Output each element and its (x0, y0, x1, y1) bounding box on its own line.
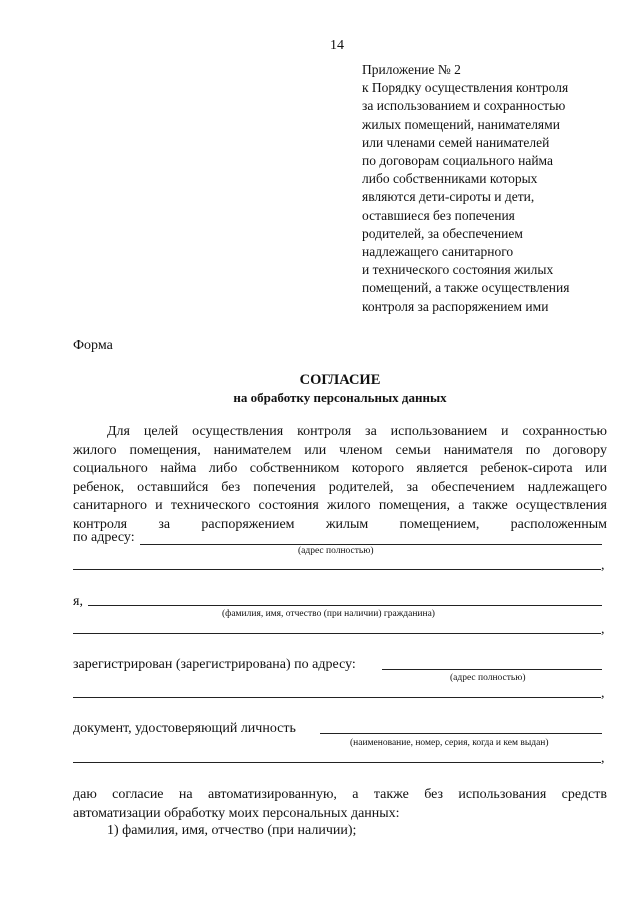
intro-line: ребенок, оставшийся без попечения родителей, за обеспечением надлежащего (73, 479, 607, 495)
address-label: по адресу: (73, 530, 135, 545)
address-input-line[interactable] (140, 544, 602, 545)
consent-line: автоматизации обработку моих персональных данных: (73, 805, 400, 821)
intro-paragraph (73, 423, 607, 534)
document-continuation-line[interactable] (73, 762, 601, 763)
appendix-line: и технического состояния жилых (362, 262, 554, 278)
appendix-line: или членами семей нанимателей (362, 134, 550, 150)
consent-line: даю согласие на автоматизированную, а также без использования средств (73, 787, 607, 802)
appendix-line: за использованием и сохранностью (362, 98, 566, 114)
appendix-line: помещений, а также осуществления (362, 280, 570, 296)
comma: , (601, 622, 605, 637)
person-caption: (фамилия, имя, отчество (при наличии) гражданина) (222, 609, 435, 619)
appendix-block (362, 61, 569, 316)
document-caption: (наименование, номер, серия, когда и кем выдан) (350, 738, 549, 748)
comma: , (601, 686, 605, 701)
person-continuation-line[interactable] (73, 633, 601, 634)
comma: , (601, 751, 605, 766)
consent-paragraph (73, 786, 607, 823)
registered-caption: (адрес полностью) (450, 673, 526, 683)
appendix-line: родителей, за обеспечением (362, 225, 523, 241)
address-continuation-line[interactable] (73, 569, 601, 570)
document-label: документ, удостоверяющий личность (73, 721, 296, 736)
appendix-line: по договорам социального найма (362, 153, 553, 169)
form-label: Форма (73, 338, 113, 353)
document-input-line[interactable] (320, 733, 602, 734)
appendix-line: жилых помещений, нанимателями (362, 116, 560, 132)
list-item: 1) фамилия, имя, отчество (при наличии); (107, 823, 357, 838)
document-title: СОГЛАСИЕ (299, 372, 381, 388)
intro-line: жилого помещения, нанимателем или членом семьи нанимателя по договору (73, 442, 607, 458)
comma: , (601, 558, 605, 573)
appendix-line: оставшиеся без попечения (362, 207, 515, 223)
person-label: я, (73, 594, 83, 609)
registered-label: зарегистрирован (зарегистрирована) по адресу: (73, 657, 356, 672)
intro-line: социального найма либо собственником которого является ребенок-сирота или (73, 461, 607, 476)
registered-input-line[interactable] (382, 669, 602, 670)
document-subtitle: на обработку персональных данных (233, 390, 447, 405)
appendix-line: Приложение № 2 (362, 62, 461, 77)
appendix-line: к Порядку осуществления контроля (362, 80, 569, 96)
person-input-line[interactable] (88, 605, 602, 606)
appendix-line: надлежащего санитарного (362, 244, 514, 260)
appendix-line: контроля за распоряжением ими (362, 298, 549, 314)
page-number: 14 (330, 38, 344, 53)
registered-continuation-line[interactable] (73, 697, 601, 698)
intro-line: контроля за распоряжением жилым помещением, расположенным (73, 516, 607, 532)
address-caption: (адрес полностью) (298, 546, 374, 556)
appendix-line: либо собственниками которых (362, 171, 538, 187)
appendix-line: являются дети-сироты и дети, (362, 189, 535, 205)
intro-line: Для целей осуществления контроля за использованием и сохранностью (107, 424, 607, 439)
intro-line: санитарного и технического состояния жилого помещения, а также осуществления (73, 498, 607, 513)
